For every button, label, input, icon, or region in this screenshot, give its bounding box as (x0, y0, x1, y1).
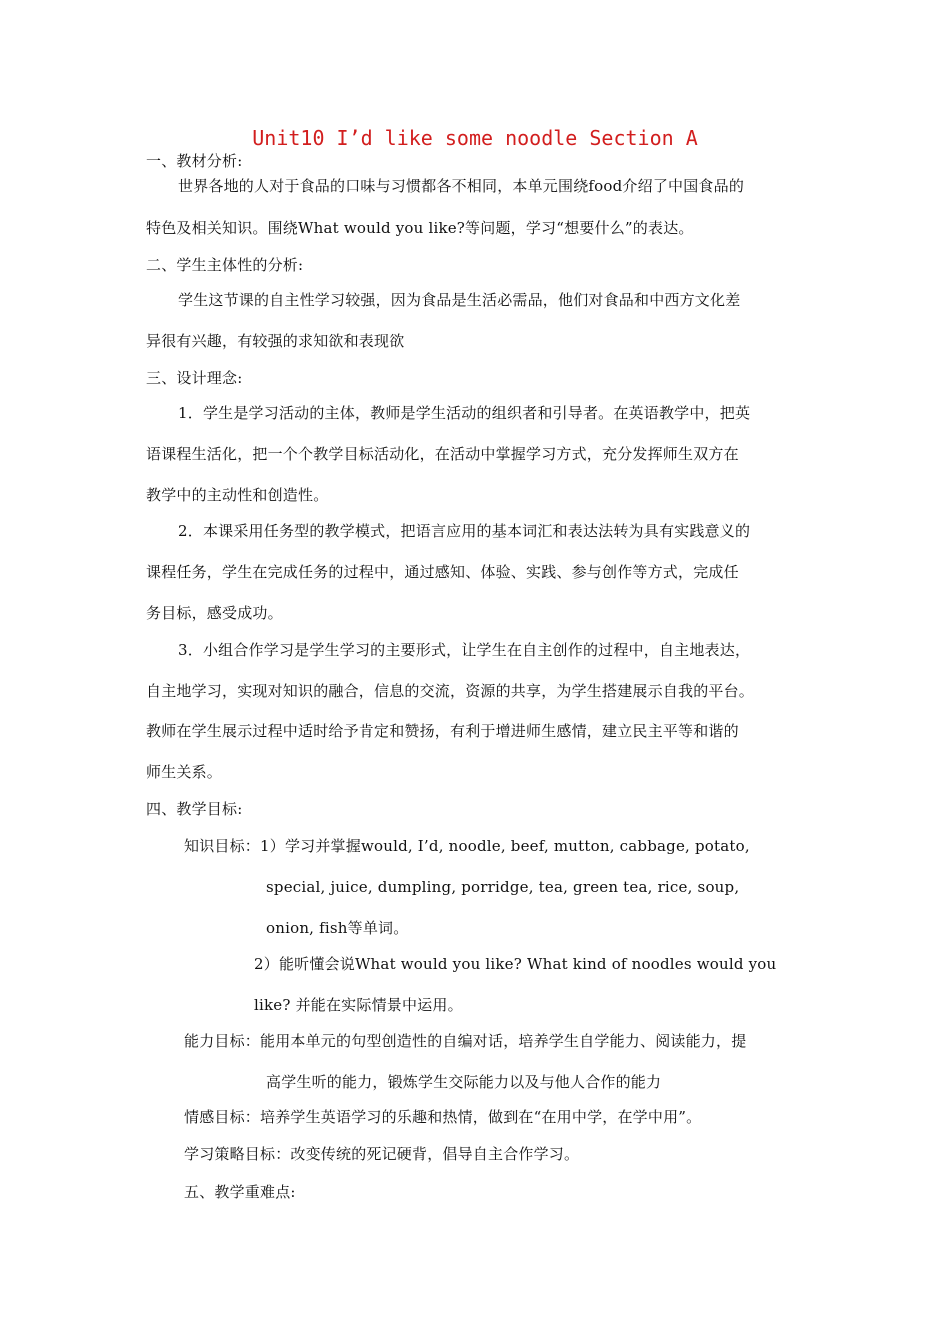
emotion-goal-text: 情感目标：培养学生英语学习的乐趣和热情，做到在“在用中学，在学中用”。 (184, 1108, 702, 1126)
section-3-text: 自主地学习，实现对知识的融合，信息的交流，资源的共享，为学生搭建展示自我的平台。 (146, 682, 755, 700)
document-title: Unit10 I’d like some noodle Section A (252, 126, 698, 150)
ability-goal-text: 能力目标：能用本单元的句型创造性的自编对话，培养学生自学能力、阅读能力，提 (184, 1032, 747, 1050)
section-3-text: 1．学生是学习活动的主体，教师是学生活动的组织者和引导者。在英语教学中，把英 (178, 404, 751, 422)
section-1-text: 世界各地的人对于食品的口味与习惯都各不相同，本单元围绕food介绍了中国食品的 (178, 177, 745, 195)
section-3-text: 教学中的主动性和创造性。 (146, 486, 329, 504)
knowledge-goal-text: 知识目标：1）学习并掌握would, I’d, noodle, beef, mutton, cabbage, potato, (184, 837, 750, 855)
knowledge-goal-text: like? 并能在实际情景中运用。 (254, 996, 463, 1014)
section-2-text: 学生这节课的自主性学习较强，因为食品是生活必需品，他们对食品和中西方文化差 (178, 291, 741, 309)
section-3-text: 师生关系。 (146, 763, 223, 781)
section-4-heading: 四、教学目标: (146, 800, 243, 818)
section-3-text: 教师在学生展示过程中适时给予肯定和赞扬，有利于增进师生感情，建立民主平等和谐的 (146, 722, 739, 740)
ability-goal-text: 高学生听的能力，锻炼学生交际能力以及与他人合作的能力 (266, 1073, 662, 1091)
section-1-heading: 一、教材分析: (146, 152, 243, 170)
section-3-text: 语课程生活化，把一个个教学目标活动化，在活动中掌握学习方式，充分发挥师生双方在 (146, 445, 739, 463)
section-3-text: 课程任务，学生在完成任务的过程中，通过感知、体验、实践、参与创作等方式，完成任 (146, 563, 739, 581)
section-3-text: 2．本课采用任务型的教学模式，把语言应用的基本词汇和表达法转为具有实践意义的 (178, 522, 751, 540)
strategy-goal-text: 学习策略目标：改变传统的死记硬背，倡导自主合作学习。 (184, 1145, 580, 1163)
knowledge-goal-text: special, juice, dumpling, porridge, tea, green tea, rice, soup, (266, 878, 740, 896)
section-2-text: 异很有兴趣，有较强的求知欲和表现欲 (146, 332, 405, 350)
section-1-text: 特色及相关知识。围绕What would you like?等问题，学习“想要什么”的表达。 (146, 219, 694, 237)
section-3-text: 3．小组合作学习是学生学习的主要形式，让学生在自主创作的过程中，自主地表达， (178, 641, 751, 659)
knowledge-goal-text: onion, fish等单词。 (266, 919, 409, 937)
knowledge-goal-text: 2）能听懂会说What would you like? What kind of noodles would you (254, 955, 777, 973)
section-2-heading: 二、学生主体性的分析: (146, 256, 304, 274)
section-5-heading: 五、教学重难点: (184, 1183, 296, 1201)
section-3-heading: 三、设计理念: (146, 369, 243, 387)
section-3-text: 务目标，感受成功。 (146, 604, 283, 622)
